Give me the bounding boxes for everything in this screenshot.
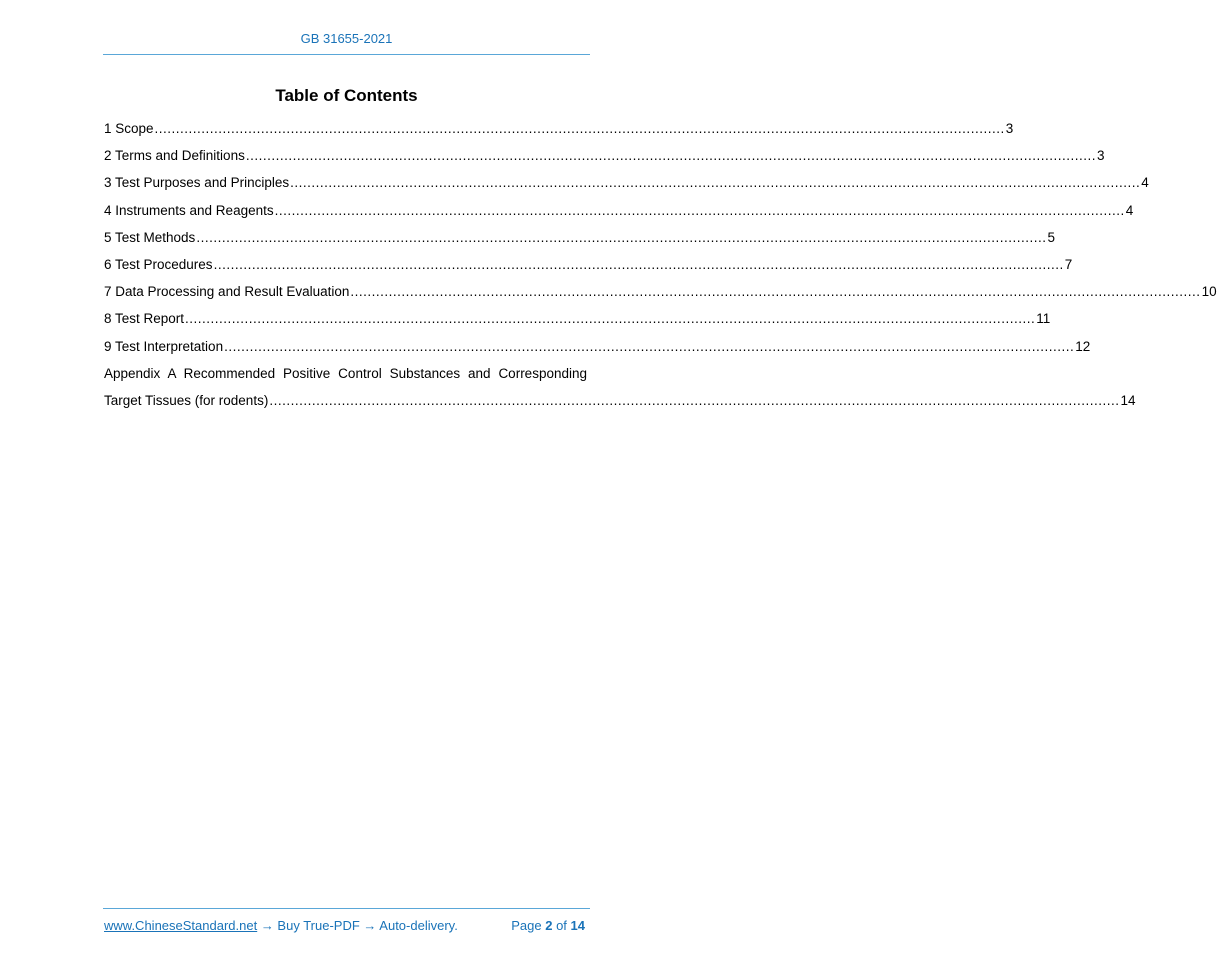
toc-title: Table of Contents [275,86,418,105]
table-of-contents [104,115,1217,414]
toc-entry-report[interactable] [104,305,1051,332]
toc-leader-dots: ........................................................................................................................................................................................................ [269,392,1120,408]
site-link[interactable]: www.ChineseStandard.net [104,918,258,933]
toc-entry-page: 11 [1036,311,1051,327]
toc-leader-dots: ........................................................................................................................................................................................................ [224,338,1075,354]
toc-entry-page: 5 [1047,229,1055,245]
toc-entry-label: 7 Data Processing and Result Evaluation [104,284,350,300]
toc-entry-methods[interactable] [104,224,1055,251]
toc-entry-page: 14 [1120,392,1136,408]
toc-entry-procedures[interactable] [104,251,1073,278]
current-page-number: 2 [545,918,553,933]
toc-entry-label: Appendix A Recommended Positive Control Substances and Corresponding [104,365,587,381]
toc-leader-dots: ........................................................................................................................................................................................................ [213,256,1064,272]
toc-leader-dots: ........................................................................................................................................................................................................ [185,311,1036,327]
toc-entry-scope[interactable] [104,115,1014,142]
toc-entry-label: Target Tissues (for rodents) [104,392,269,408]
toc-leader-dots: ........................................................................................................................................................................................................ [290,175,1141,191]
toc-leader-dots: ........................................................................................................................................................................................................ [274,202,1125,218]
toc-entry-page: 4 [1125,202,1134,218]
toc-entry-label: 5 Test Methods [104,229,196,245]
toc-entry-label: 8 Test Report [104,311,185,327]
toc-entry-page: 3 [1005,121,1014,136]
toc-leader-dots: ........................................................................................................................................................................................................ [154,121,1005,136]
toc-entry-appendix-a-line2[interactable] [104,387,1136,414]
page-footer [104,918,585,933]
toc-leader-dots: ........................................................................................................................................................................................................ [196,229,1047,245]
toc-entry-label: 3 Test Purposes and Principles [104,175,290,191]
header-divider [103,54,590,55]
toc-entry-interpretation[interactable] [104,333,1091,360]
toc-entry-instruments[interactable] [104,197,1134,224]
toc-leader-dots: ........................................................................................................................................................................................................ [245,148,1096,164]
toc-entry-page: 3 [1096,148,1105,164]
page-word: Page [511,918,542,933]
toc-leader-dots: ........................................................................................................................................................................................................ [350,284,1201,300]
toc-entry-label: 1 Scope [104,121,154,136]
footer-promo [104,918,458,933]
toc-entry-page: 10 [1201,284,1217,300]
toc-entry-label: 9 Test Interpretation [104,338,224,354]
toc-entry-data-processing[interactable] [104,278,1217,305]
toc-entry-page: 12 [1075,338,1091,354]
toc-entry-purposes[interactable] [104,169,1149,196]
toc-entry-page: 4 [1141,175,1149,191]
footer-divider [103,908,590,909]
toc-entry-label: 4 Instruments and Reagents [104,202,274,218]
page-indicator [511,918,585,933]
of-word: of [556,918,567,933]
total-pages-number: 14 [570,918,585,933]
footer-promo-text: → Buy True-PDF → Auto-delivery. [257,918,458,933]
toc-entry-terms[interactable] [104,142,1105,169]
document-id-header: GB 31655-2021 [300,31,393,46]
toc-entry-page: 7 [1064,256,1073,272]
toc-entry-label: 2 Terms and Definitions [104,148,245,164]
toc-entry-label: 6 Test Procedures [104,256,213,272]
toc-entry-appendix-a-line1[interactable] [104,360,587,387]
